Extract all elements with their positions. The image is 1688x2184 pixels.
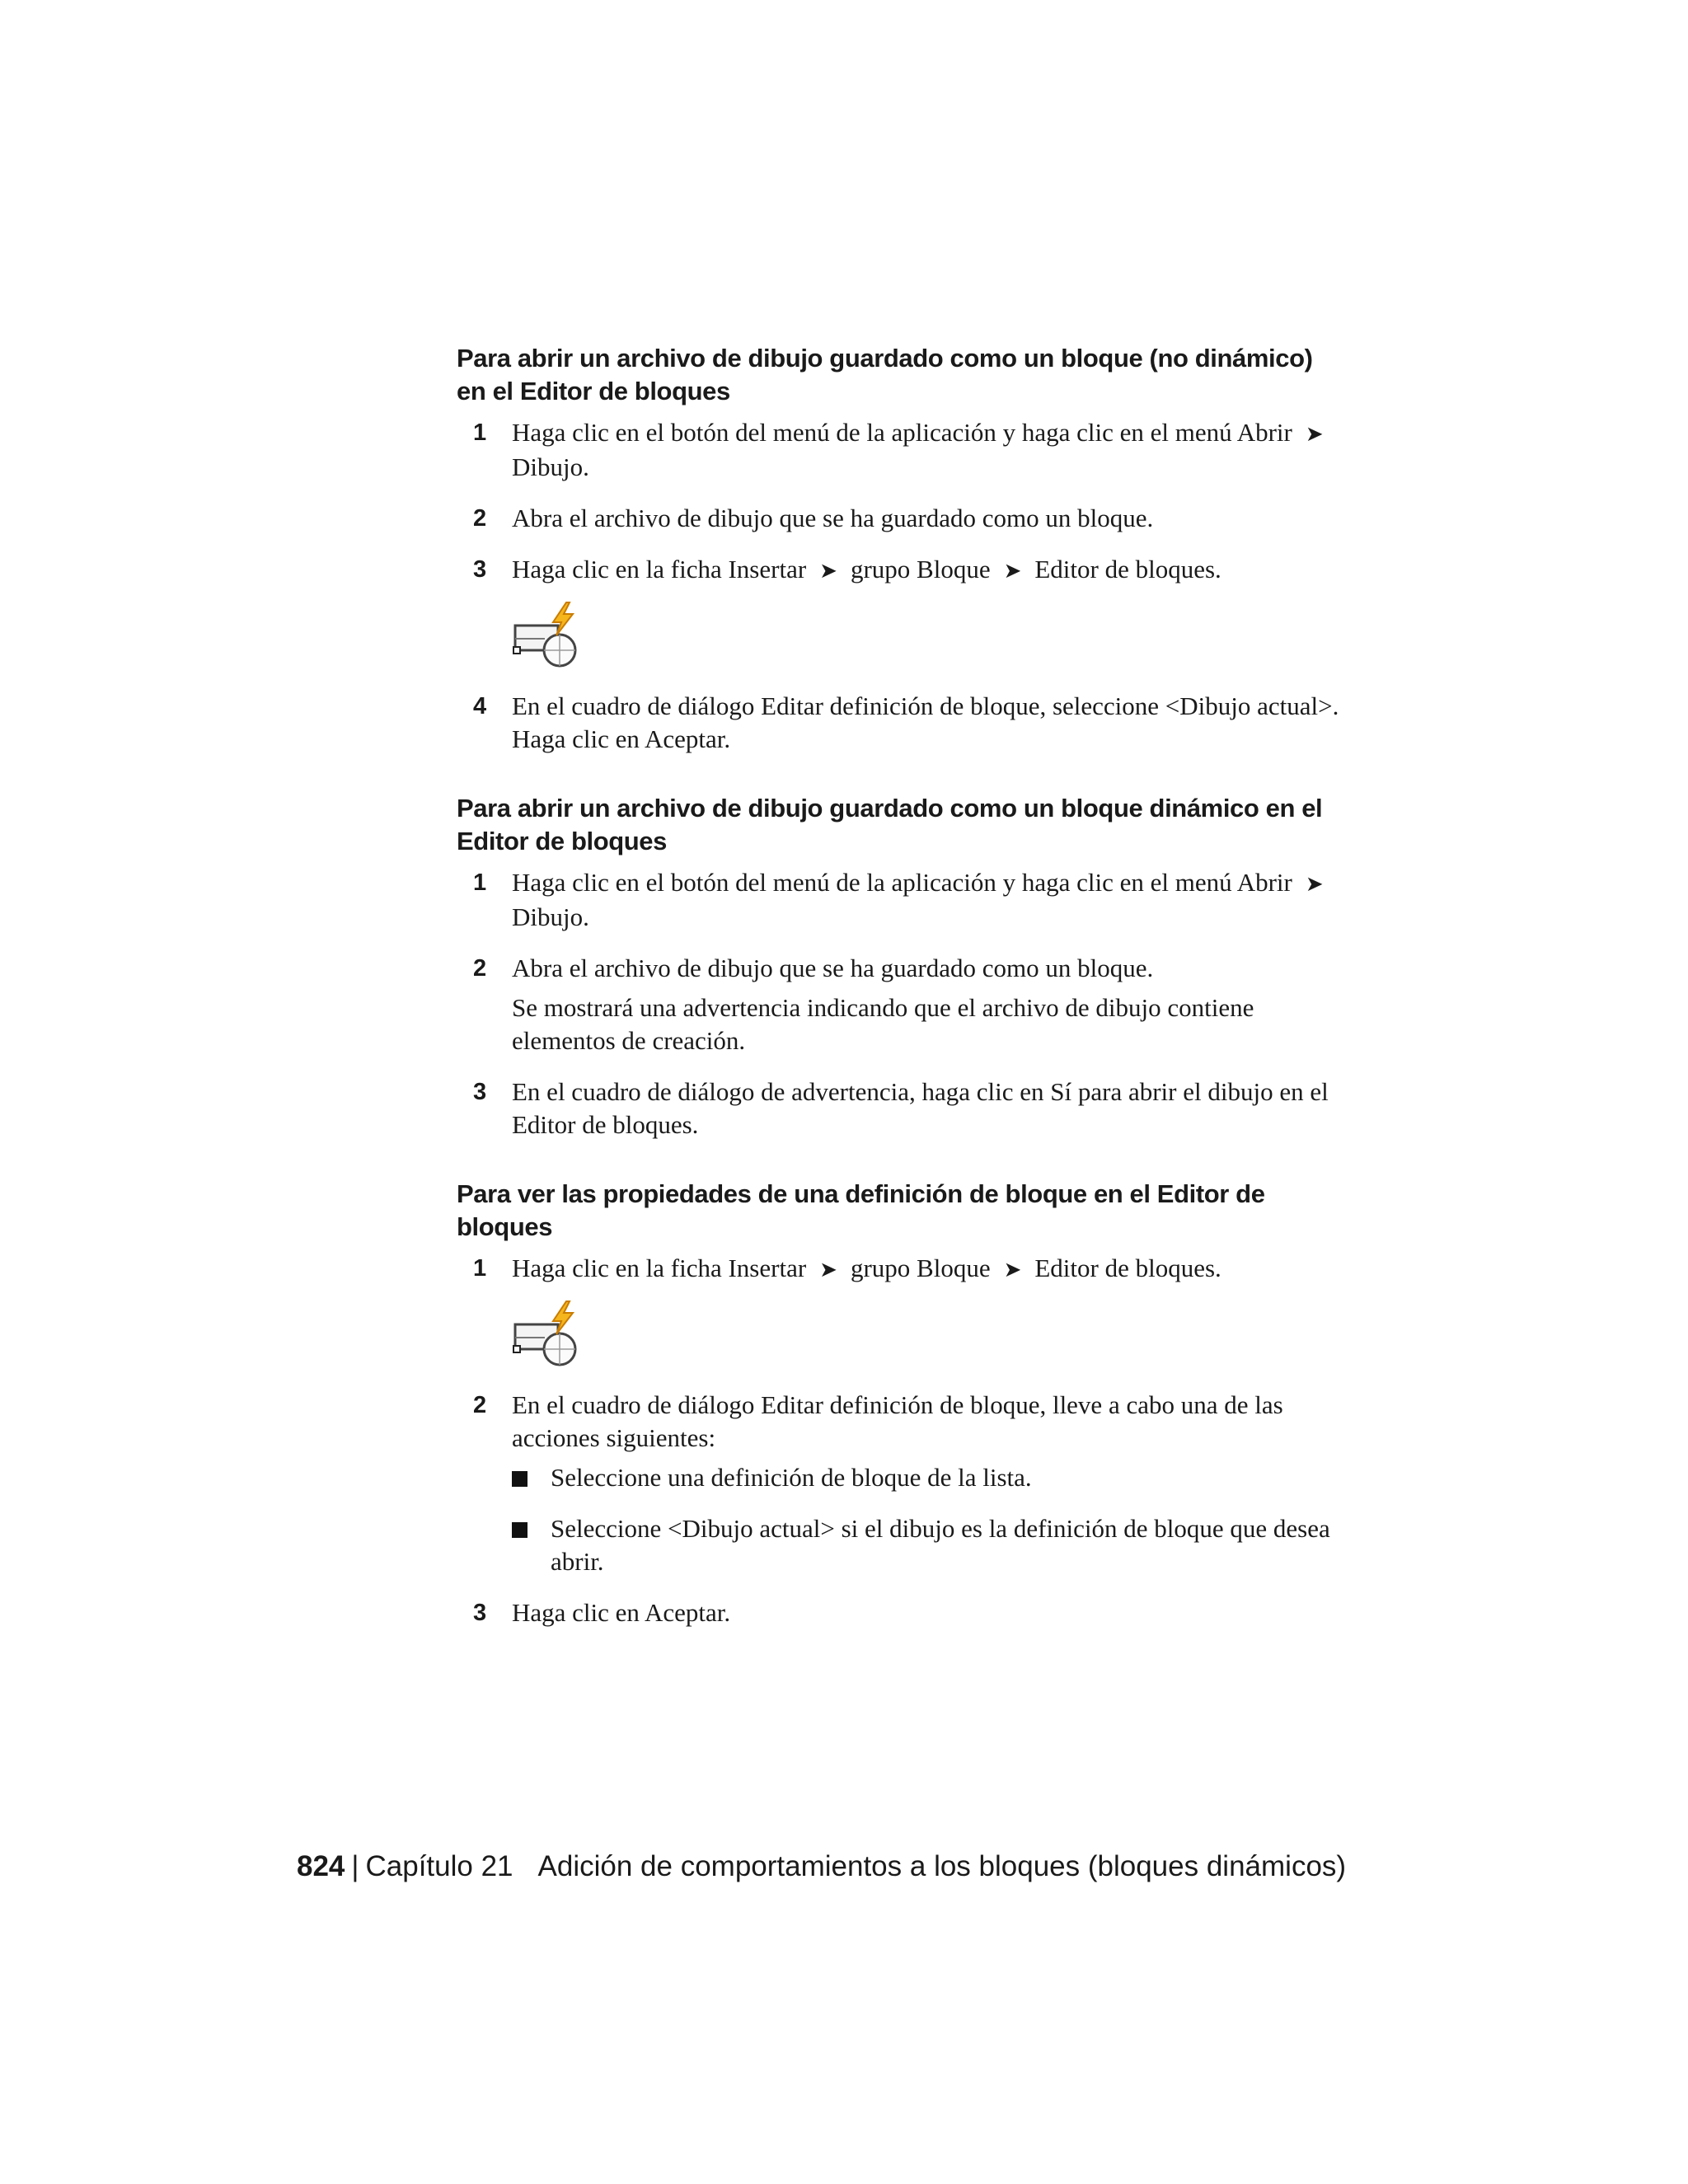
step-number: 1 — [473, 1255, 487, 1282]
step-text: Haga clic en Aceptar. — [512, 1598, 731, 1627]
menu-arrow-icon: ➤ — [819, 559, 837, 583]
step-item — [457, 502, 1347, 535]
step-text: En el cuadro de diálogo Editar definición de bloque, lleve a cabo una de las acciones siguientes: — [512, 1390, 1283, 1452]
step-text: En el cuadro de diálogo de advertencia, haga clic en Sí para abrir el dibujo en el Editor de bloques. — [512, 1077, 1329, 1139]
step-text-part: grupo Bloque — [850, 555, 991, 583]
step-text — [512, 866, 1347, 934]
step-text: Abra el archivo de dibujo que se ha guardado como un bloque. — [512, 504, 1154, 532]
step-text — [512, 553, 1347, 588]
step-item — [457, 866, 1347, 934]
menu-arrow-icon: ➤ — [1003, 559, 1022, 583]
step-number: 1 — [473, 419, 487, 446]
step-text-part: Haga clic en el botón del menú de la aplicación y haga clic en el menú Abrir — [512, 868, 1292, 897]
step-item — [457, 1596, 1347, 1629]
step-number: 3 — [473, 556, 487, 583]
step-item — [457, 1076, 1347, 1141]
step-text — [512, 416, 1347, 484]
page-footer — [297, 1849, 1346, 1885]
step-item — [457, 952, 1347, 1057]
section-heading: Para abrir un archivo de dibujo guardado como un bloque dinámico en el Editor de bloques — [457, 794, 1323, 855]
step-text-part: Haga clic en el botón del menú de la aplicación y haga clic en el menú Abrir — [512, 418, 1292, 447]
step-number: 2 — [473, 505, 487, 532]
step-text-part: Editor de bloques. — [1034, 555, 1221, 583]
menu-arrow-icon: ➤ — [1305, 872, 1324, 896]
step-text-part: Editor de bloques. — [1034, 1254, 1221, 1282]
step-item — [457, 1389, 1347, 1578]
step-number: 2 — [473, 1392, 487, 1418]
section-view-block-properties — [457, 1178, 1347, 1629]
page-number: 824 — [297, 1850, 345, 1882]
step-text — [512, 1252, 1347, 1286]
chapter-label: Capítulo 21 — [365, 1850, 513, 1882]
section-open-dynamic-block — [457, 792, 1347, 1141]
step-item — [457, 553, 1347, 672]
bullet-item — [512, 1461, 1347, 1494]
bullet-list — [512, 1461, 1347, 1578]
step-item — [457, 416, 1347, 484]
bullet-text: Seleccione una definición de bloque de la lista. — [551, 1463, 1032, 1492]
block-editor-icon — [512, 601, 583, 672]
bullet-square-icon — [512, 1471, 528, 1487]
step-text-part: Dibujo. — [512, 902, 589, 931]
section-heading: Para ver las propiedades de una definición de bloque en el Editor de bloques — [457, 1179, 1265, 1241]
menu-arrow-icon: ➤ — [1305, 422, 1324, 446]
step-item — [457, 690, 1347, 756]
step-text-part: Haga clic en la ficha Insertar — [512, 1254, 807, 1282]
step-number: 3 — [473, 1079, 487, 1105]
menu-arrow-icon: ➤ — [819, 1258, 837, 1282]
section-open-static-block — [457, 342, 1347, 756]
step-number: 2 — [473, 955, 487, 982]
step-text: Abra el archivo de dibujo que se ha guardado como un bloque. — [512, 954, 1154, 982]
chapter-title: Adición de comportamientos a los bloques (bloques dinámicos) — [537, 1850, 1347, 1882]
menu-arrow-icon: ➤ — [1003, 1258, 1022, 1282]
step-text-part: grupo Bloque — [850, 1254, 991, 1282]
step-note: Se mostrará una advertencia indicando que el archivo de dibujo contiene elementos de creación. — [512, 993, 1254, 1055]
bullet-item — [512, 1512, 1347, 1578]
step-number: 4 — [473, 693, 487, 719]
step-text-part: Haga clic en la ficha Insertar — [512, 555, 807, 583]
step-number: 3 — [473, 1600, 487, 1626]
step-text: En el cuadro de diálogo Editar definición de bloque, seleccione <Dibujo actual>. Haga clic en Aceptar. — [512, 691, 1339, 753]
step-number: 1 — [473, 869, 487, 896]
bullet-text: Seleccione <Dibujo actual> si el dibujo es la definición de bloque que desea abrir. — [551, 1514, 1330, 1576]
step-text-part: Dibujo. — [512, 452, 589, 481]
footer-separator: | — [351, 1850, 359, 1882]
section-heading: Para abrir un archivo de dibujo guardado como un bloque (no dinámico) en el Editor de bloques — [457, 344, 1313, 405]
block-editor-icon — [512, 1300, 583, 1371]
page-content — [457, 342, 1347, 1666]
step-item — [457, 1252, 1347, 1371]
bullet-square-icon — [512, 1522, 528, 1538]
